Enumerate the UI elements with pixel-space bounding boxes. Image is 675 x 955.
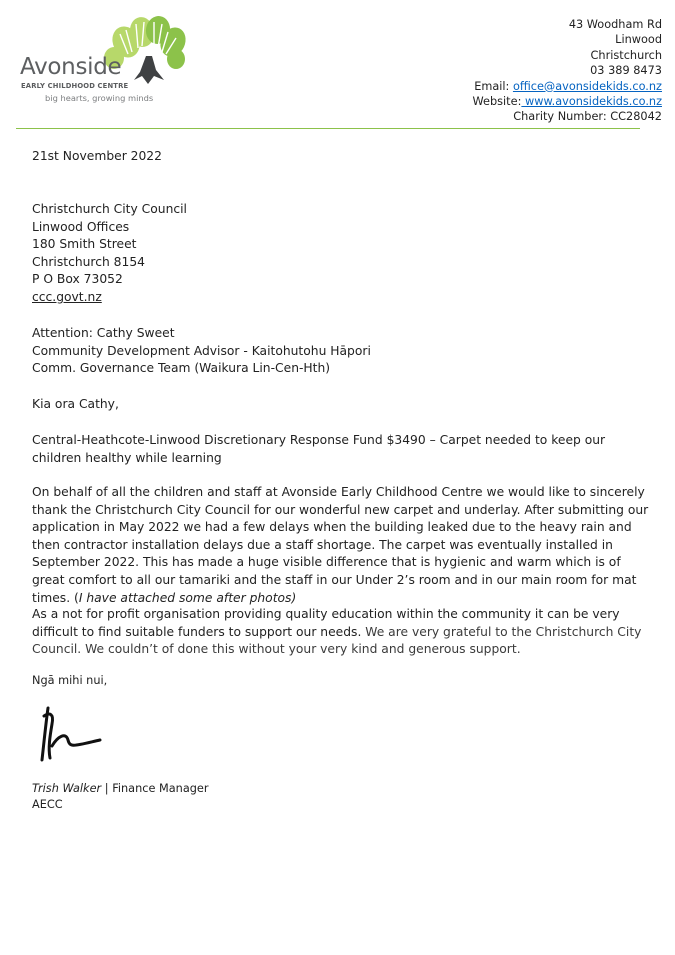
sender-city: Christchurch [590, 48, 662, 62]
website-link[interactable]: www.avonsidekids.co.nz [521, 95, 662, 109]
body-paragraph-1 [32, 484, 650, 607]
signatory-block [32, 781, 209, 813]
paragraph-1-italic: I have attached some after photos) [78, 590, 297, 605]
paragraph-1-text: On behalf of all the children and staff at Avonside Early Childhood Centre we would like to sincerely thank the Christchurch City Council for our wonderful new carpet and underlay. After submitting our application in May 2022 we had a few delays when the building leaked due to the heavy rain and then contractor installation delays due a staff shortage. The carpet was eventually installed in September 2022. This has made a huge visible difference that is hygienic and warm which is of great comfort to all our tamariki and the staff in our Under 2’s room and in our main room for mat times. ( [32, 485, 649, 605]
attention-line: Community Development Advisor - Kaitohutohu Hāpori [32, 343, 371, 358]
signatory-separator: | [101, 782, 113, 795]
handwritten-signature [36, 702, 106, 764]
recipient-address [32, 201, 187, 307]
recipient-line: Christchurch 8154 [32, 254, 145, 269]
header-divider [16, 128, 640, 129]
paragraph-2-text-a: As a not for profit organisation providing quality education within the community it can be very difficult to find suitable funders to support our needs. [32, 607, 620, 639]
signatory-org: AECC [32, 798, 63, 811]
closing: Ngā mihi nui, [32, 674, 108, 687]
charity-number: Charity Number: CC28042 [513, 110, 662, 124]
signatory-name: Trish Walker [32, 782, 102, 795]
logo-name: Avonside [20, 54, 122, 80]
recipient-line: 180 Smith Street [32, 237, 137, 252]
attention-line: Comm. Governance Team (Waikura Lin-Cen-Hth) [32, 361, 331, 376]
website-label: Website: [472, 95, 522, 109]
sender-phone: 03 389 8473 [590, 64, 662, 78]
recipient-line: Linwood Offices [32, 219, 130, 234]
sender-suburb: Linwood [615, 33, 662, 47]
attention-block [32, 325, 371, 378]
recipient-line: P O Box 73052 [32, 272, 123, 287]
sender-street: 43 Woodham Rd [568, 18, 662, 31]
logo-subtitle: EARLY CHILDHOOD CENTRE [21, 82, 129, 90]
greeting: Kia ora Cathy, [32, 397, 119, 411]
sender-website-line [473, 94, 662, 109]
signatory-role: Finance Manager [112, 782, 209, 795]
signatory-line [32, 781, 209, 797]
body-paragraph-2 [32, 606, 650, 659]
letter-subject: Central-Heathcote-Linwood Discretionary Response Fund $3490 – Carpet needed to keep our children healthy while learning [32, 433, 606, 465]
logo-tagline: big hearts, growing minds [45, 93, 154, 103]
attention-line: Attention: Cathy Sweet [32, 326, 175, 340]
email-label: Email: [474, 79, 513, 93]
paragraph-2-text-b: We are very grateful to the Christchurch City Council. We couldn’t of done this without your very kind and generous support. [32, 624, 642, 657]
recipient-website-link[interactable]: ccc.govt.nz [32, 289, 102, 304]
recipient-line: Christchurch City Council [32, 202, 187, 216]
letter-date: 21st November 2022 [32, 149, 162, 163]
sender-address [473, 17, 662, 125]
organisation-logo [18, 14, 193, 106]
email-link[interactable]: office@avonsidekids.co.nz [512, 79, 662, 93]
sender-email-line [473, 79, 662, 94]
